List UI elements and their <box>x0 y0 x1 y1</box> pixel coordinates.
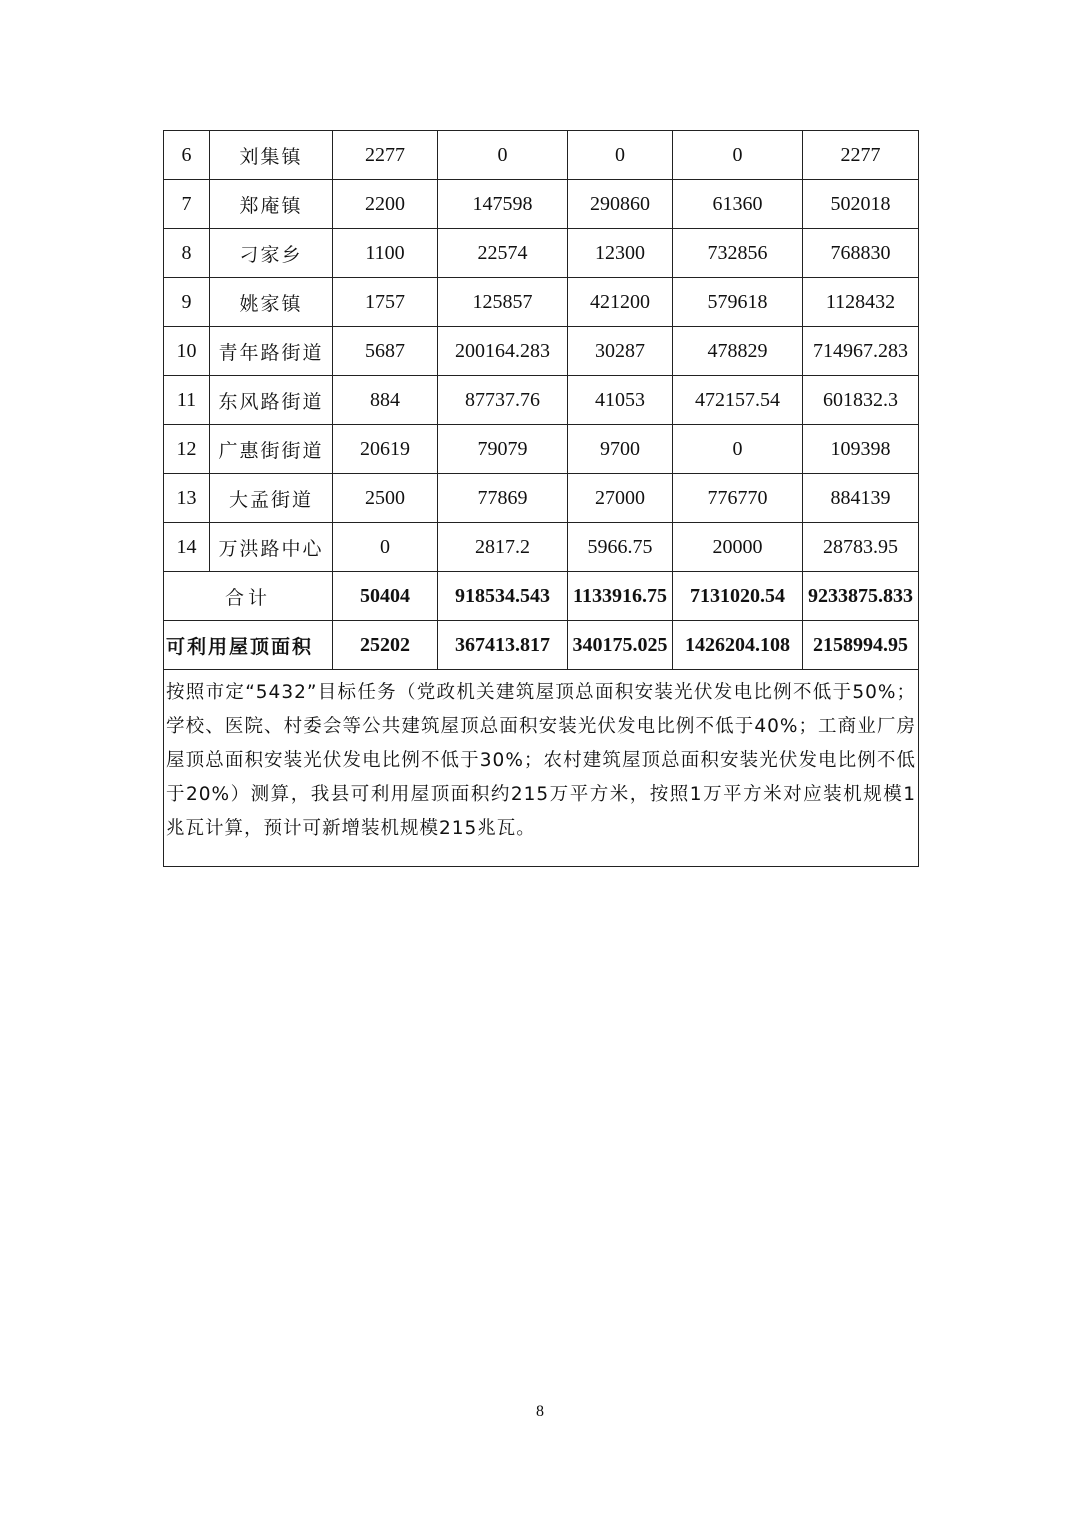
row-number-cell: 10 <box>164 327 210 376</box>
usable-area-row <box>164 621 919 670</box>
value-cell: 502018 <box>803 180 919 229</box>
region-name-cell: 姚家镇 <box>210 278 333 327</box>
value-cell: 20000 <box>673 523 803 572</box>
value-cell: 0 <box>438 131 568 180</box>
value-cell: 0 <box>673 131 803 180</box>
region-name-cell: 青年路街道 <box>210 327 333 376</box>
value-cell: 776770 <box>673 474 803 523</box>
region-name-cell: 刁家乡 <box>210 229 333 278</box>
table-row <box>164 327 919 376</box>
value-cell: 109398 <box>803 425 919 474</box>
row-number-cell: 13 <box>164 474 210 523</box>
table-row <box>164 278 919 327</box>
value-cell: 20619 <box>333 425 438 474</box>
value-cell: 77869 <box>438 474 568 523</box>
value-cell: 2277 <box>803 131 919 180</box>
table-row <box>164 131 919 180</box>
value-cell: 601832.3 <box>803 376 919 425</box>
region-name-cell: 万洪路中心 <box>210 523 333 572</box>
usable-area-cell: 340175.025 <box>568 621 673 670</box>
value-cell: 22574 <box>438 229 568 278</box>
value-cell: 579618 <box>673 278 803 327</box>
value-cell: 147598 <box>438 180 568 229</box>
total-label: 合计 <box>164 572 333 621</box>
row-number-cell: 8 <box>164 229 210 278</box>
value-cell: 125857 <box>438 278 568 327</box>
total-cell: 918534.543 <box>438 572 568 621</box>
value-cell: 884 <box>333 376 438 425</box>
note-row <box>164 670 919 867</box>
value-cell: 768830 <box>803 229 919 278</box>
table-row <box>164 376 919 425</box>
total-row <box>164 572 919 621</box>
usable-area-label: 可利用屋顶面积 <box>164 621 333 670</box>
value-cell: 732856 <box>673 229 803 278</box>
row-number-cell: 12 <box>164 425 210 474</box>
value-cell: 28783.95 <box>803 523 919 572</box>
value-cell: 1100 <box>333 229 438 278</box>
value-cell: 2277 <box>333 131 438 180</box>
value-cell: 2817.2 <box>438 523 568 572</box>
table-row <box>164 229 919 278</box>
value-cell: 472157.54 <box>673 376 803 425</box>
value-cell: 1757 <box>333 278 438 327</box>
total-cell: 7131020.54 <box>673 572 803 621</box>
region-name-cell: 刘集镇 <box>210 131 333 180</box>
row-number-cell: 7 <box>164 180 210 229</box>
row-number-cell: 11 <box>164 376 210 425</box>
row-number-cell: 9 <box>164 278 210 327</box>
usable-area-cell: 367413.817 <box>438 621 568 670</box>
region-name-cell: 广惠街街道 <box>210 425 333 474</box>
value-cell: 61360 <box>673 180 803 229</box>
region-name-cell: 大孟街道 <box>210 474 333 523</box>
total-cell: 1133916.75 <box>568 572 673 621</box>
usable-area-cell: 25202 <box>333 621 438 670</box>
value-cell: 2200 <box>333 180 438 229</box>
region-name-cell: 东风路街道 <box>210 376 333 425</box>
value-cell: 478829 <box>673 327 803 376</box>
value-cell: 1128432 <box>803 278 919 327</box>
value-cell: 714967.283 <box>803 327 919 376</box>
row-number-cell: 6 <box>164 131 210 180</box>
table-row <box>164 523 919 572</box>
total-cell: 9233875.833 <box>803 572 919 621</box>
value-cell: 0 <box>568 131 673 180</box>
page-number: 8 <box>536 1403 544 1420</box>
table-row <box>164 474 919 523</box>
value-cell: 41053 <box>568 376 673 425</box>
value-cell: 9700 <box>568 425 673 474</box>
value-cell: 2500 <box>333 474 438 523</box>
value-cell: 79079 <box>438 425 568 474</box>
note-text: 按照市定“5432”目标任务（党政机关建筑屋顶总面积安装光伏发电比例不低于50%；学校、医院、村委会等公共建筑屋顶总面积安装光伏发电比例不低于40%；工商业厂房屋顶总面积安装光伏发电比例不低于30%；农村建筑屋顶总面积安装光伏发电比例不低于20%）测算，我县可利用屋顶面积约215万平方米，按照1万平方米对应装机规模1兆瓦计算，预计可新增装机规模215兆瓦。 <box>164 670 919 867</box>
rooftop-area-table <box>163 130 919 867</box>
table-row <box>164 425 919 474</box>
value-cell: 884139 <box>803 474 919 523</box>
value-cell: 0 <box>333 523 438 572</box>
value-cell: 12300 <box>568 229 673 278</box>
value-cell: 0 <box>673 425 803 474</box>
total-cell: 50404 <box>333 572 438 621</box>
table-body <box>164 131 919 572</box>
usable-area-cell: 1426204.108 <box>673 621 803 670</box>
usable-area-cell: 2158994.95 <box>803 621 919 670</box>
value-cell: 87737.76 <box>438 376 568 425</box>
value-cell: 290860 <box>568 180 673 229</box>
table-row <box>164 180 919 229</box>
value-cell: 200164.283 <box>438 327 568 376</box>
value-cell: 27000 <box>568 474 673 523</box>
row-number-cell: 14 <box>164 523 210 572</box>
value-cell: 5687 <box>333 327 438 376</box>
value-cell: 421200 <box>568 278 673 327</box>
value-cell: 5966.75 <box>568 523 673 572</box>
value-cell: 30287 <box>568 327 673 376</box>
region-name-cell: 郑庵镇 <box>210 180 333 229</box>
